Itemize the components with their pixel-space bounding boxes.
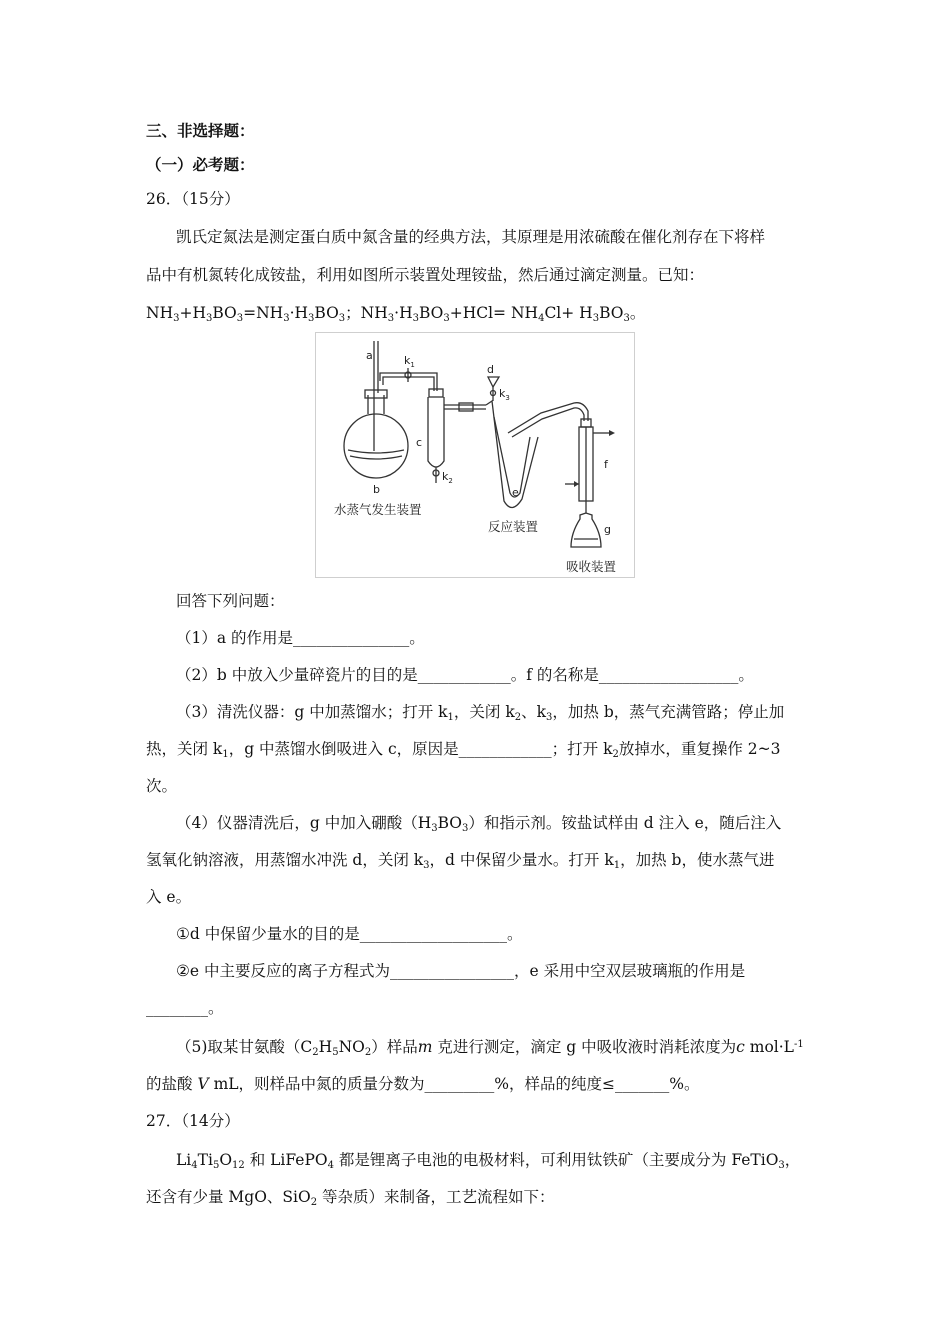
flask-b bbox=[344, 414, 408, 478]
q26-equations: $NH_3+H_3BO_3=NH_3\cdot H_3BO_3$；$NH_3\cdot H_3BO_3+HCl= NH_4Cl+ H_3BO_3$。 bbox=[146, 304, 646, 324]
q26-part-1: （1）a 的作用是_______________。 bbox=[176, 629, 425, 647]
q26-part-4-ii: ②e 中主要反应的离子方程式为________________，e 采用中空双层玻璃瓶的作用是 bbox=[176, 962, 746, 980]
tube-c bbox=[428, 397, 444, 467]
apparatus-figure bbox=[315, 332, 635, 578]
q26-intro-line-1: 凯氏定氮法是测定蛋白质中氮含量的经典方法，其原理是用浓硫酸在催化剂存在下将样 bbox=[176, 228, 766, 246]
funnel-d bbox=[488, 377, 499, 387]
q26-part-3-line-3: 次。 bbox=[146, 777, 178, 795]
apparatus-diagram bbox=[316, 333, 634, 577]
q27-line-2: 还含有少量 MgO、SiO$_2$ 等杂质）来制备，工艺流程如下： bbox=[146, 1188, 555, 1208]
q26-part-4-ii-cont: ________。 bbox=[146, 999, 224, 1017]
label-c: c bbox=[416, 436, 423, 449]
label-f: f bbox=[604, 458, 608, 471]
q26-part-3-line-2: 热，关闭 $k_1$，g 中蒸馏水倒吸进入 c，原因是____________；打开 $k_2$放掉水，重复操作 2~3 bbox=[146, 740, 781, 760]
caption-reaction: 反应装置 bbox=[488, 519, 539, 534]
label-b: b bbox=[373, 483, 380, 496]
q26-intro-line-2: 品中有机氮转化成铵盐，利用如图所示装置处理铵盐，然后通过滴定测量。已知： bbox=[146, 266, 705, 284]
q26-part-5-line-1: （5)取某甘氨酸$(C_2H_5NO_2)$样品m 克进行测定，滴定 g 中吸收液时消耗浓度为c $mol\cdot L^{-1}$ bbox=[176, 1038, 804, 1058]
label-e: e bbox=[512, 486, 519, 499]
label-a: a bbox=[366, 349, 373, 362]
q26-part-4-line-1: （4）仪器清洗后，g 中加入硼酸$(H_3BO_3)$和指示剂。铵盐试样由 d 注入 e，随后注入 bbox=[176, 814, 782, 834]
caption-steam-generator: 水蒸气发生装置 bbox=[334, 502, 422, 517]
section-subtitle: （一）必考题： bbox=[146, 156, 255, 174]
label-g: g bbox=[604, 523, 611, 536]
q26-part-4-i: ①d 中保留少量水的目的是___________________。 bbox=[176, 925, 523, 943]
q26-part-2: （2）b 中放入少量碎瓷片的目的是____________。f 的名称是__________________。 bbox=[176, 666, 754, 684]
q26-part-4-line-3: 入 e。 bbox=[146, 888, 192, 906]
label-k3: $k_3$ bbox=[499, 387, 510, 402]
caption-absorption: 吸收装置 bbox=[566, 559, 617, 574]
label-k2: $k_2$ bbox=[442, 470, 453, 485]
q27-line-1: $Li_4Ti_5O_{12}$ 和 LiFePO$_4$ 都是锂离子电池的电极材料，可利用钛铁矿（主要成分为 FeTiO$_3$， bbox=[176, 1151, 801, 1171]
flow-arrows bbox=[574, 430, 615, 487]
question-27-header: 27．（14分） bbox=[146, 1112, 240, 1130]
q26-part-4-line-2: 氢氧化钠溶液，用蒸馏水冲洗 d，关闭 $k_3$，d 中保留少量水。打开 $k_1$，加热 b，使水蒸气进 bbox=[146, 851, 775, 871]
flask-g bbox=[571, 513, 601, 547]
q26-part-3-line-1: （3）清洗仪器：g 中加蒸馏水；打开 $k_1$，关闭 $k_2$、$k_3$，加热 b，蒸气充满管路；停止加 bbox=[176, 703, 785, 723]
q26-part-5-line-2: 的盐酸 V mL，则样品中氮的质量分数为_________%，样品的纯度≤_______%。 bbox=[146, 1075, 700, 1093]
label-d: d bbox=[487, 363, 494, 376]
question-26-header: 26．（15分） bbox=[146, 190, 240, 208]
label-k1: $k_1$ bbox=[404, 354, 415, 369]
answer-prompt: 回答下列问题： bbox=[176, 592, 285, 610]
section-title: 三、非选择题： bbox=[146, 122, 255, 140]
